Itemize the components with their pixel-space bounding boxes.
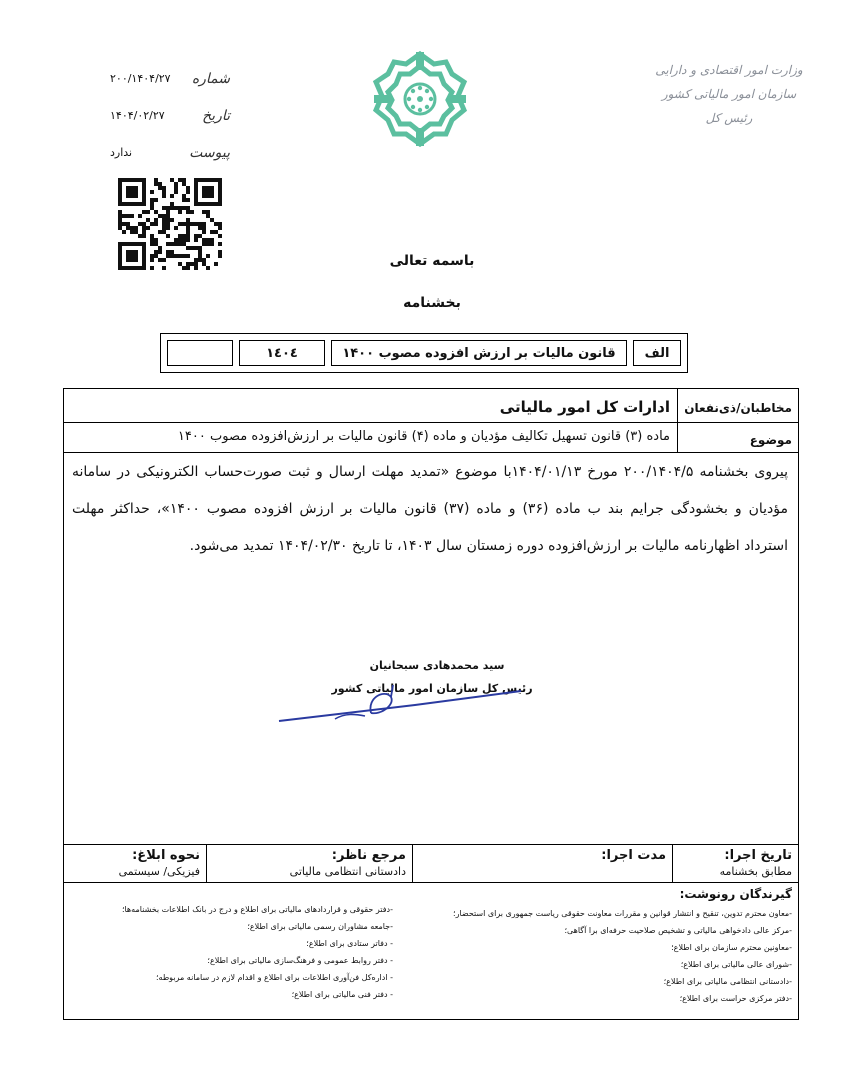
recipient-item: - اداره‌کل فن‌آوری اطلاعات برای اطلاع و اقدام لازم در سامانه مربوطه؛	[155, 973, 393, 982]
recipient-item: - دفتر روابط عمومی و فرهنگ‌سازی مالیاتی برای اطلاع؛	[207, 956, 393, 965]
attachment-row	[110, 134, 230, 171]
code-year: ۱٤٠٤	[239, 340, 325, 366]
handwritten-signature	[275, 683, 525, 728]
body-text: پیروی بخشنامه ۲۰۰/۱۴۰۴/۵ مورخ ۱۴۰۴/۰۱/۱۳با موضوع «تمدید مهلت ارسال و ثبت صورت‌حساب الکترونیکی در سامانه مؤدیان و بخشودگی جرایم بند ب ماده (۳۶) و ماده (۳۷) قانون مالیات بر ارزش افزوده مصوب ۱۴۰۰»، حداکثر مهلت استرداد اظهارنامه مالیات بر ارزش‌افزوده دوره زمستان سال ۱۴۰۳، تا تاریخ ۱۴۰۴/۰۲/۳۰ تمدید می‌شود.	[72, 464, 788, 554]
divider	[64, 452, 798, 453]
date-label: تاریخ	[202, 107, 230, 124]
code-category: الف	[633, 340, 681, 366]
ministry-header	[644, 58, 814, 130]
recipient-item: -معاون محترم تدوین، تنقیح و انتشار قوانین و مقررات معاونت حقوقی ریاست جمهوری برای استحضار؛	[453, 909, 792, 918]
recipient-item: - دفاتر ستادی برای اطلاع؛	[306, 939, 393, 948]
addressees-label: مخاطبان/ذی‌نفعان	[684, 401, 792, 415]
ministry-line-2: سازمان امور مالیاتی کشور	[661, 87, 797, 101]
footer-divider	[64, 844, 798, 845]
date-value: ۱۴۰۴/۰۲/۲۷	[110, 109, 165, 122]
footer-col-divider	[672, 844, 673, 882]
attachment-label: پیوست	[189, 144, 230, 161]
subject-label: موضوع	[749, 433, 792, 447]
footer-col-divider	[412, 844, 413, 882]
signatory-title: رئیس کل سازمان امور مالیاتی کشور	[331, 682, 533, 695]
bismillah: باسمه تعالی	[389, 253, 475, 269]
recipient-item: -معاونین محترم سازمان برای اطلاع؛	[671, 943, 792, 952]
footer-col-divider	[206, 844, 207, 882]
footer-divider	[64, 882, 798, 883]
recipient-item: - دفتر فنی مالیاتی برای اطلاع؛	[291, 990, 393, 999]
code-blank	[167, 340, 233, 366]
divider	[64, 422, 798, 423]
code-box	[160, 333, 688, 373]
document-type: بخشنامه	[403, 295, 461, 311]
recipients-title: گیرندگان رونوشت:	[679, 887, 792, 901]
supervisor-label: مرجع ناظر:	[331, 848, 406, 863]
signatory-name: سید محمدهادی سبحانیان	[369, 659, 505, 672]
subject-value: ماده (۳) قانون تسهیل تکالیف مؤدیان و ماده (۴) قانون مالیات بر ارزش‌افزوده مصوب ۱۴۰۰	[177, 429, 670, 444]
exec-date-value: مطابق بخشنامه	[719, 865, 792, 878]
recipient-item: -مرکز عالی دادخواهی مالیاتی و تشخیص صلاحیت حرفه‌ای برا آگاهی؛	[564, 926, 792, 935]
number-label: شماره	[191, 70, 230, 87]
document-meta	[110, 60, 230, 171]
recipient-item: -جامعه مشاوران رسمی مالیاتی برای اطلاع؛	[247, 922, 393, 931]
ministry-line-1: وزارت امور اقتصادی و دارایی	[655, 63, 803, 77]
recipient-item: -دفتر مرکزی حراست برای اطلاع؛	[679, 994, 792, 1003]
exec-date-label: تاریخ اجرا:	[724, 848, 792, 863]
supervisor-value: دادستانی انتظامی مالیاتی	[289, 865, 406, 878]
label-column-divider	[677, 389, 678, 452]
ministry-line-3: رئیس کل	[705, 111, 753, 125]
number-value: ۲۰۰/۱۴۰۴/۲۷	[110, 72, 171, 85]
attachment-value: ندارد	[110, 146, 133, 159]
notify-value: فیزیکی/ سیستمی	[118, 865, 200, 878]
duration-label: مدت اجرا:	[601, 848, 666, 863]
recipient-item: -شورای عالی مالیاتی برای اطلاع؛	[680, 960, 792, 969]
recipient-item: -دادستانی انتظامی مالیاتی برای اطلاع؛	[663, 977, 792, 986]
code-law: قانون مالیات بر ارزش افزوده مصوب ۱۴۰۰	[331, 340, 627, 366]
tax-organization-logo-icon	[372, 50, 468, 148]
number-row	[110, 60, 230, 97]
date-row	[110, 97, 230, 134]
notify-label: نحوه ابلاغ:	[132, 848, 200, 863]
addressees-value: ادارات کل امور مالیاتی	[499, 398, 670, 416]
recipient-item: -دفتر حقوقی و قراردادهای مالیاتی برای اطلاع و درج در بانک اطلاعات بخشنامه‌ها؛	[121, 905, 393, 914]
